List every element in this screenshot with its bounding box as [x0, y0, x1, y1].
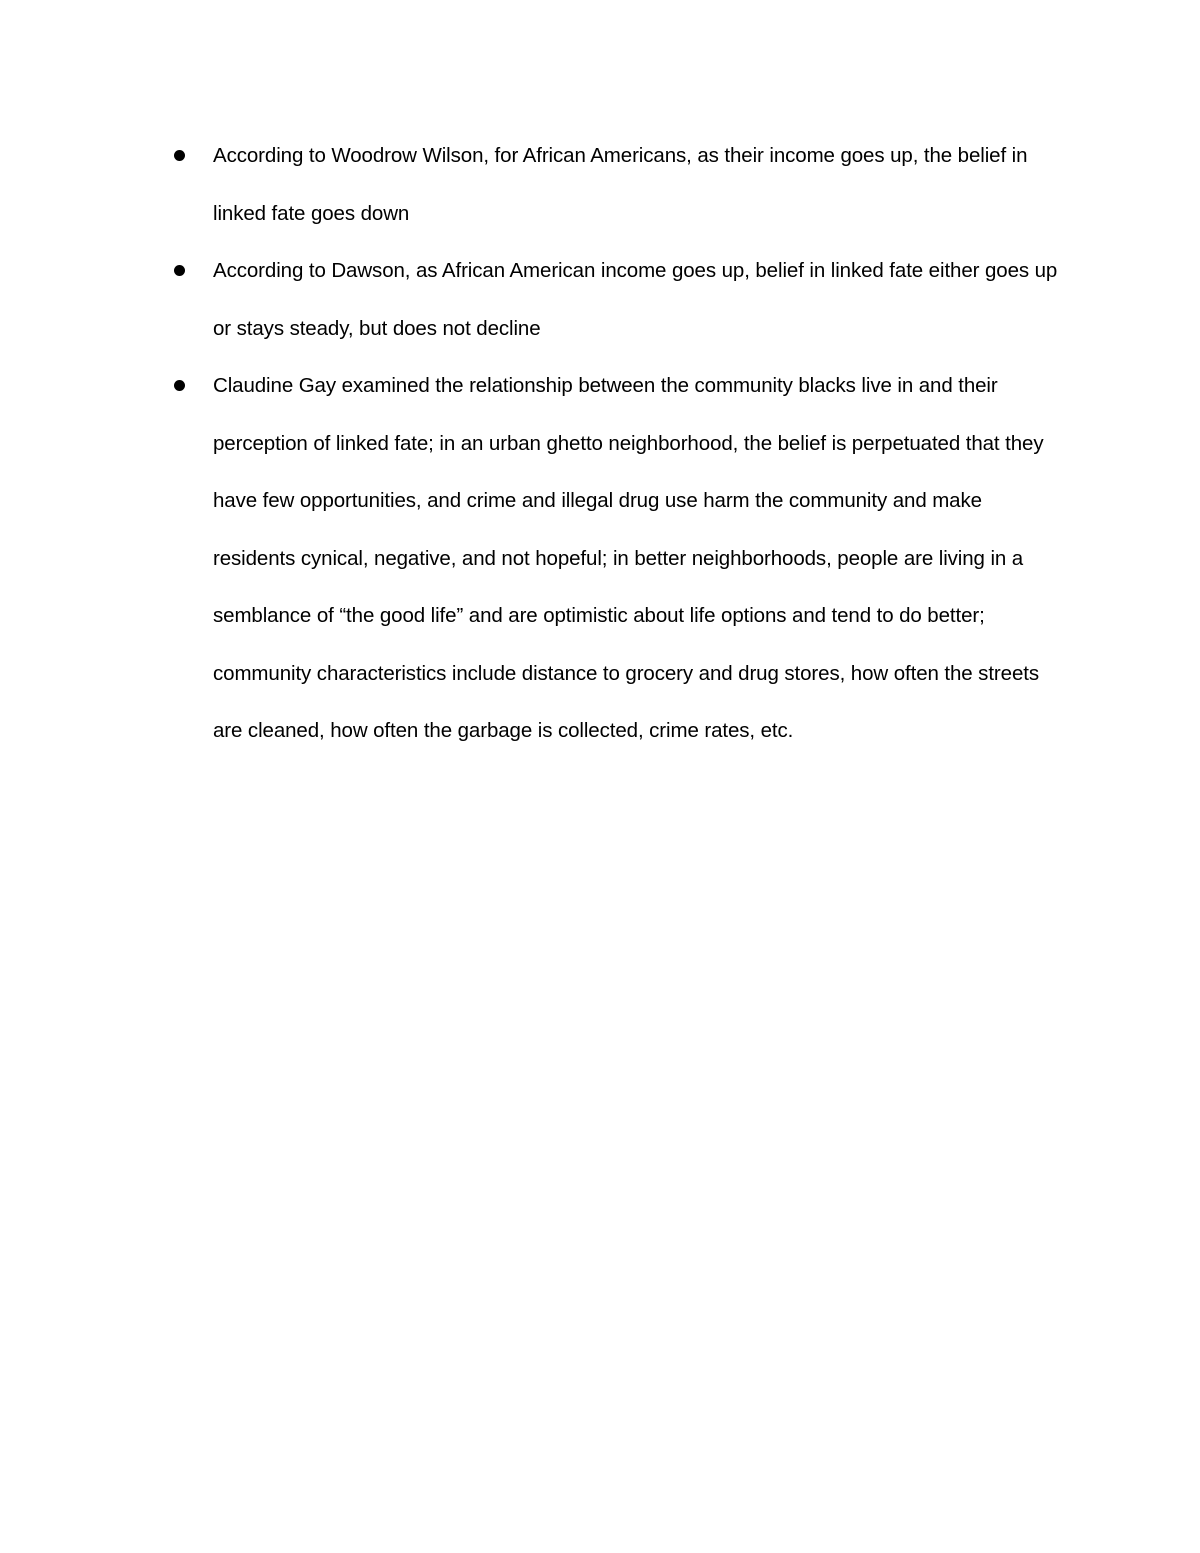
bullet-icon: [174, 380, 185, 391]
bullet-icon: [174, 265, 185, 276]
bullet-text: Claudine Gay examined the relationship between the community blacks live in and their perception of linked fate; in an urban ghetto neighborhood, the belief is perpetuated that they have few opportunities, and crime and illegal drug use harm the community and make residents cynical, negative, and not hopeful; in better neighborhoods, people are living in a semblance of “the good life” and are optimistic about life options and tend to do better; community characteristics include distance to grocery and drug stores, how often the streets are cleaned, how often the garbage is collected, crime rates, etc.: [213, 374, 1044, 742]
list-item: [168, 127, 1068, 242]
bullet-text: According to Dawson, as African American income goes up, belief in linked fate either goes up or stays steady, but does not decline: [213, 259, 1058, 340]
bullet-text: According to Woodrow Wilson, for African Americans, as their income goes up, the belief in linked fate goes down: [213, 144, 1028, 225]
bullet-list: [168, 127, 1068, 760]
list-item: [168, 357, 1068, 760]
bullet-icon: [174, 150, 185, 161]
list-item: [168, 242, 1068, 357]
